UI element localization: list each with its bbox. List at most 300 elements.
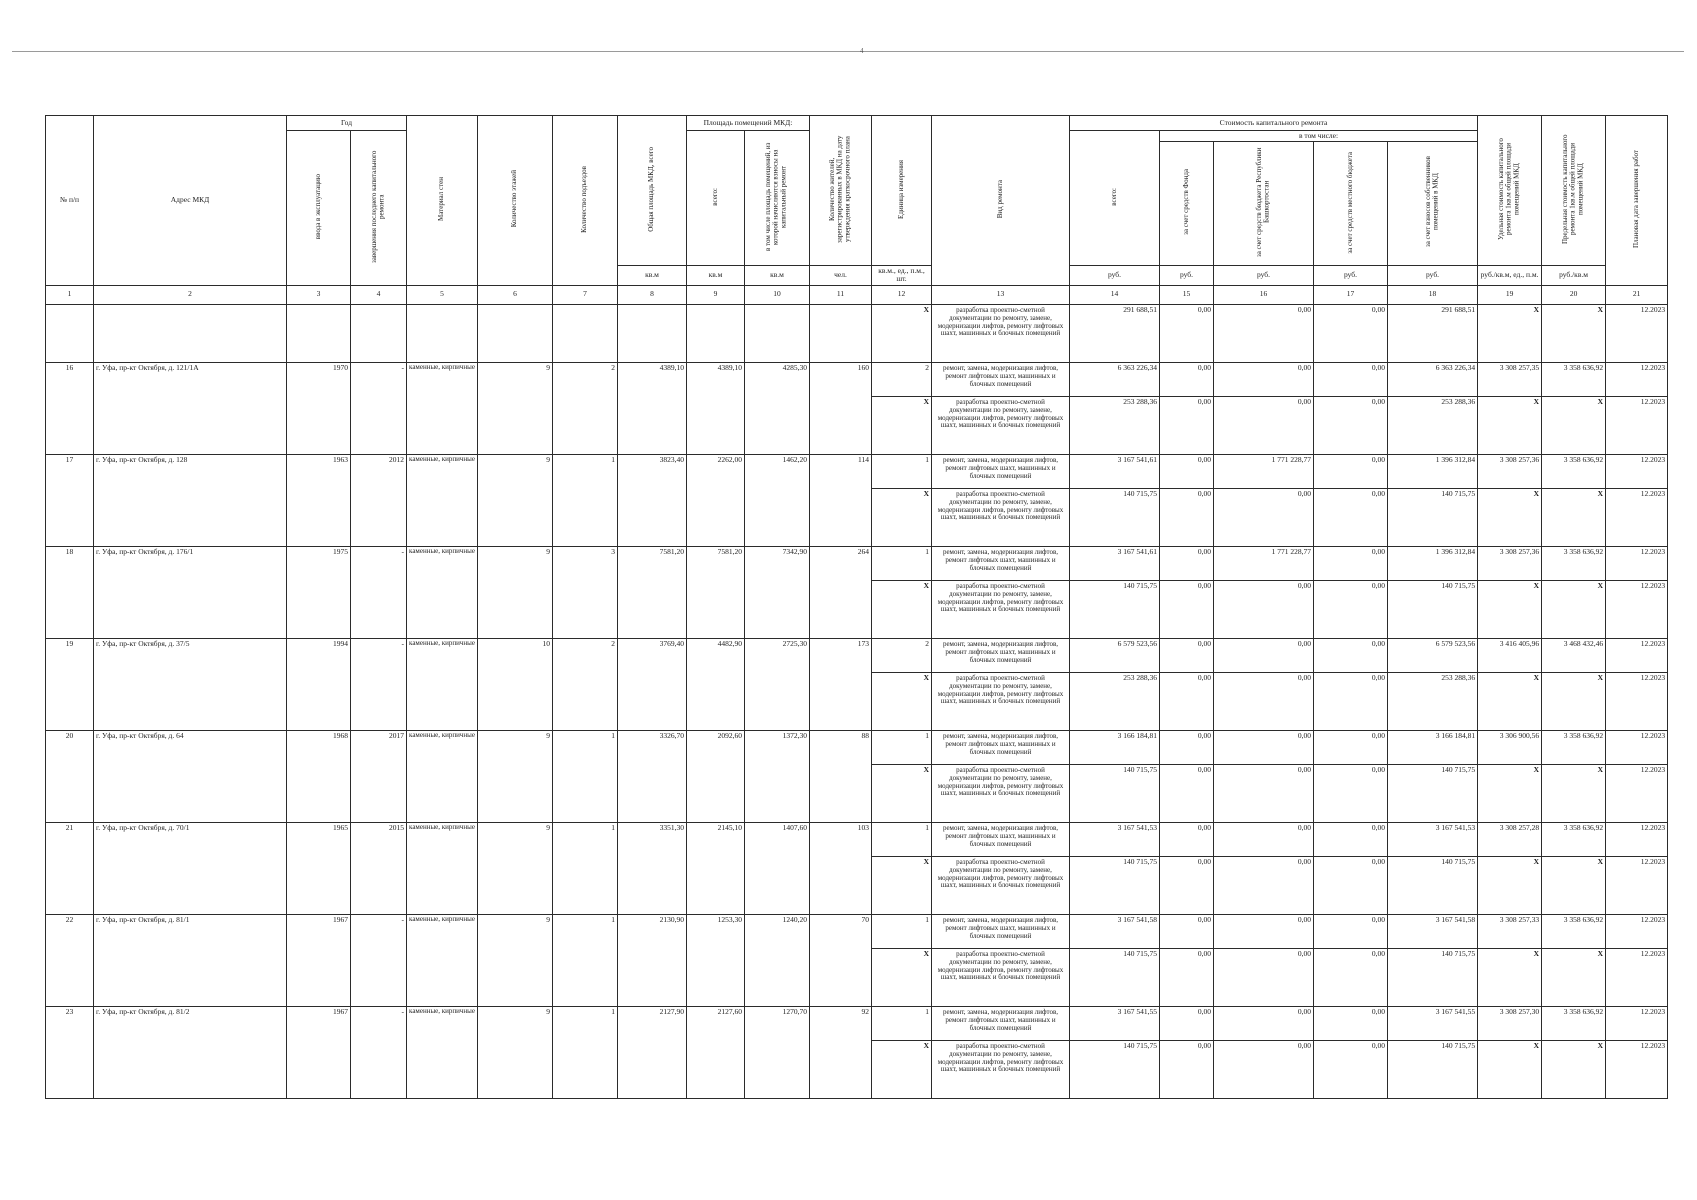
cell-cost-republic: 0,00 bbox=[1214, 1040, 1314, 1098]
header-residents: Количество жителей, зарегистрированных в МКД на дату утверждения краткосрочного плана bbox=[810, 116, 872, 266]
cell-cost-total: 6 363 226,34 bbox=[1070, 362, 1160, 396]
column-number: 11 bbox=[810, 285, 872, 304]
cell-cost-local: 0,00 bbox=[1314, 362, 1388, 396]
cell-cost-owners: 140 715,75 bbox=[1388, 580, 1478, 638]
cell-cost-owners: 140 715,75 bbox=[1388, 488, 1478, 546]
cell-year-last-repair: - bbox=[351, 914, 407, 1006]
table-row bbox=[46, 362, 1668, 396]
cell-empty bbox=[618, 304, 687, 362]
cell-repair-type: ремонт, замена, модернизация лифтов, ремонт лифтовых шахт, машинных и блочных помещений bbox=[932, 454, 1070, 488]
cell-repair-type: ремонт, замена, модернизация лифтов, ремонт лифтовых шахт, машинных и блочных помещений bbox=[932, 822, 1070, 856]
cell-cost-total: 291 688,51 bbox=[1070, 304, 1160, 362]
cell-wall-material: каменные, кирпичные bbox=[407, 730, 478, 822]
cell-unit: 1 bbox=[872, 546, 932, 580]
cell-cost-republic: 0,00 bbox=[1214, 672, 1314, 730]
cell-cost-local: 0,00 bbox=[1314, 822, 1388, 856]
cell-limit-cost: 3 358 636,92 bbox=[1542, 730, 1606, 764]
table-body bbox=[46, 304, 1668, 1098]
cell-floors: 9 bbox=[478, 454, 553, 546]
header-repair-type: Вид ремонта bbox=[932, 116, 1070, 286]
cell-specific-cost: 3 308 257,36 bbox=[1478, 546, 1542, 580]
cell-premises-total: 1253,30 bbox=[687, 914, 745, 1006]
cell-premises-residential: 1407,60 bbox=[745, 822, 810, 914]
cell-repair-type: разработка проектно-сметной документации по ремонту, замене, модернизации лифтов, ремонту лифтовых шахт, машинных и блочных помещений bbox=[932, 488, 1070, 546]
cell-wall-material: каменные, кирпичные bbox=[407, 914, 478, 1006]
cell-cost-owners: 140 715,75 bbox=[1388, 856, 1478, 914]
cell-limit-cost: 3 358 636,92 bbox=[1542, 914, 1606, 948]
column-number: 15 bbox=[1160, 285, 1214, 304]
page-number: 4 bbox=[860, 47, 864, 55]
cell-cost-owners: 6 363 226,34 bbox=[1388, 362, 1478, 396]
column-number: 21 bbox=[1606, 285, 1668, 304]
cell-entrances: 2 bbox=[553, 638, 618, 730]
cell-empty bbox=[478, 304, 553, 362]
cell-limit-cost: X bbox=[1542, 764, 1606, 822]
cell-unit: 2 bbox=[872, 362, 932, 396]
cell-cost-republic: 0,00 bbox=[1214, 730, 1314, 764]
cell-floors: 9 bbox=[478, 1006, 553, 1098]
cell-unit: 1 bbox=[872, 822, 932, 856]
cell-specific-cost: 3 308 257,36 bbox=[1478, 454, 1542, 488]
cell-address: г. Уфа, пр-кт Октября, д. 70/1 bbox=[94, 822, 287, 914]
cell-year-last-repair: - bbox=[351, 1006, 407, 1098]
cell-cost-owners: 291 688,51 bbox=[1388, 304, 1478, 362]
cell-limit-cost: X bbox=[1542, 580, 1606, 638]
cell-cost-owners: 253 288,36 bbox=[1388, 672, 1478, 730]
cell-premises-total: 4482,90 bbox=[687, 638, 745, 730]
cell-floors: 9 bbox=[478, 730, 553, 822]
cell-residents: 160 bbox=[810, 362, 872, 454]
header-year-commission: ввода в эксплуатацию bbox=[287, 131, 351, 286]
table-row bbox=[46, 546, 1668, 580]
cell-planned-date: 12.2023 bbox=[1606, 856, 1668, 914]
cell-total-area: 4389,10 bbox=[618, 362, 687, 454]
cell-unit: X bbox=[872, 856, 932, 914]
cell-year-last-repair: 2015 bbox=[351, 822, 407, 914]
cell-repair-type: ремонт, замена, модернизация лифтов, ремонт лифтовых шахт, машинных и блочных помещений bbox=[932, 730, 1070, 764]
cell-cost-fund: 0,00 bbox=[1160, 546, 1214, 580]
unit-unit: кв.м., ед., п.м., шт. bbox=[872, 265, 932, 285]
cell-planned-date: 12.2023 bbox=[1606, 488, 1668, 546]
cell-cost-total: 140 715,75 bbox=[1070, 580, 1160, 638]
cell-cost-owners: 3 167 541,53 bbox=[1388, 822, 1478, 856]
column-number: 7 bbox=[553, 285, 618, 304]
cell-unit: X bbox=[872, 672, 932, 730]
header-premises-total: всего: bbox=[687, 131, 745, 266]
cell-premises-residential: 2725,30 bbox=[745, 638, 810, 730]
cell-address: г. Уфа, пр-кт Октября, д. 81/2 bbox=[94, 1006, 287, 1098]
unit-residents: чел. bbox=[810, 265, 872, 285]
column-numbers-row bbox=[46, 285, 1668, 304]
cell-planned-date: 12.2023 bbox=[1606, 730, 1668, 764]
cell-empty bbox=[287, 304, 351, 362]
cell-unit: X bbox=[872, 396, 932, 454]
table-row bbox=[46, 730, 1668, 764]
cell-total-area: 3326,70 bbox=[618, 730, 687, 822]
column-number: 2 bbox=[94, 285, 287, 304]
cell-wall-material: каменные, кирпичные bbox=[407, 546, 478, 638]
unit-premises-residential: кв.м bbox=[745, 265, 810, 285]
cell-year-commission: 1994 bbox=[287, 638, 351, 730]
cell-year-last-repair: - bbox=[351, 362, 407, 454]
cell-year-commission: 1967 bbox=[287, 914, 351, 1006]
cell-total-area: 7581,20 bbox=[618, 546, 687, 638]
cell-cost-fund: 0,00 bbox=[1160, 914, 1214, 948]
cell-cost-total: 3 167 541,61 bbox=[1070, 454, 1160, 488]
cell-wall-material: каменные, кирпичные bbox=[407, 454, 478, 546]
cell-limit-cost: X bbox=[1542, 304, 1606, 362]
cell-cost-fund: 0,00 bbox=[1160, 822, 1214, 856]
cell-limit-cost: 3 358 636,92 bbox=[1542, 362, 1606, 396]
cell-limit-cost: 3 468 432,46 bbox=[1542, 638, 1606, 672]
cell-cost-republic: 0,00 bbox=[1214, 638, 1314, 672]
cell-entrances: 1 bbox=[553, 730, 618, 822]
unit-cost-owners: руб. bbox=[1388, 265, 1478, 285]
cell-address: г. Уфа, пр-кт Октября, д. 121/1А bbox=[94, 362, 287, 454]
cell-cost-republic: 0,00 bbox=[1214, 948, 1314, 1006]
cell-empty bbox=[351, 304, 407, 362]
column-number: 1 bbox=[46, 285, 94, 304]
cell-unit: X bbox=[872, 304, 932, 362]
cell-entrances: 3 bbox=[553, 546, 618, 638]
cell-specific-cost: X bbox=[1478, 856, 1542, 914]
cell-premises-total: 2145,10 bbox=[687, 822, 745, 914]
cell-cost-total: 3 167 541,58 bbox=[1070, 914, 1160, 948]
cell-limit-cost: X bbox=[1542, 488, 1606, 546]
cell-specific-cost: 3 416 405,96 bbox=[1478, 638, 1542, 672]
cell-floors: 9 bbox=[478, 914, 553, 1006]
cell-cost-fund: 0,00 bbox=[1160, 454, 1214, 488]
cell-repair-type: разработка проектно-сметной документации по ремонту, замене, модернизации лифтов, ремонту лифтовых шахт, машинных и блочных помещений bbox=[932, 304, 1070, 362]
continuation-row bbox=[46, 304, 1668, 362]
cell-cost-republic: 0,00 bbox=[1214, 580, 1314, 638]
cell-cost-total: 3 166 184,81 bbox=[1070, 730, 1160, 764]
header-specific-cost: Удельная стоимость капитального ремонта 1кв.м общей площади помещений МКД bbox=[1478, 116, 1542, 266]
cell-cost-republic: 0,00 bbox=[1214, 914, 1314, 948]
cell-cost-fund: 0,00 bbox=[1160, 856, 1214, 914]
column-number: 4 bbox=[351, 285, 407, 304]
cell-cost-total: 140 715,75 bbox=[1070, 948, 1160, 1006]
cell-premises-residential: 1462,20 bbox=[745, 454, 810, 546]
cell-year-last-repair: 2012 bbox=[351, 454, 407, 546]
cell-cost-republic: 1 771 228,77 bbox=[1214, 454, 1314, 488]
unit-limit-cost: руб./кв.м bbox=[1542, 265, 1606, 285]
cell-planned-date: 12.2023 bbox=[1606, 362, 1668, 396]
cell-address: г. Уфа, пр-кт Октября, д. 64 bbox=[94, 730, 287, 822]
cell-no: 16 bbox=[46, 362, 94, 454]
cell-cost-total: 3 167 541,61 bbox=[1070, 546, 1160, 580]
cell-cost-fund: 0,00 bbox=[1160, 672, 1214, 730]
header-cost-fund: за счет средств Фонда bbox=[1160, 142, 1214, 265]
cell-year-commission: 1968 bbox=[287, 730, 351, 822]
cell-premises-total: 2092,60 bbox=[687, 730, 745, 822]
unit-premises-total: кв.м bbox=[687, 265, 745, 285]
cell-cost-fund: 0,00 bbox=[1160, 488, 1214, 546]
cell-repair-type: ремонт, замена, модернизация лифтов, ремонт лифтовых шахт, машинных и блочных помещений bbox=[932, 914, 1070, 948]
cell-wall-material: каменные, кирпичные bbox=[407, 1006, 478, 1098]
cell-premises-residential: 1240,20 bbox=[745, 914, 810, 1006]
cell-no: 22 bbox=[46, 914, 94, 1006]
cell-specific-cost: X bbox=[1478, 580, 1542, 638]
column-number: 20 bbox=[1542, 285, 1606, 304]
header-year-last-repair: завершения последнего капитального ремонта bbox=[351, 131, 407, 286]
cell-entrances: 1 bbox=[553, 454, 618, 546]
cell-wall-material: каменные, кирпичные bbox=[407, 638, 478, 730]
header-cost: Стоимость капитального ремонта bbox=[1070, 116, 1478, 131]
cell-limit-cost: 3 358 636,92 bbox=[1542, 546, 1606, 580]
cell-specific-cost: 3 308 257,35 bbox=[1478, 362, 1542, 396]
cell-premises-total: 2262,00 bbox=[687, 454, 745, 546]
cell-specific-cost: X bbox=[1478, 488, 1542, 546]
cell-entrances: 1 bbox=[553, 1006, 618, 1098]
cell-empty bbox=[687, 304, 745, 362]
cell-residents: 264 bbox=[810, 546, 872, 638]
cell-planned-date: 12.2023 bbox=[1606, 672, 1668, 730]
cell-repair-type: разработка проектно-сметной документации по ремонту, замене, модернизации лифтов, ремонту лифтовых шахт, машинных и блочных помещений bbox=[932, 396, 1070, 454]
cell-total-area: 2127,90 bbox=[618, 1006, 687, 1098]
cell-cost-republic: 0,00 bbox=[1214, 856, 1314, 914]
table-header bbox=[46, 116, 1668, 305]
cell-cost-local: 0,00 bbox=[1314, 488, 1388, 546]
column-number: 12 bbox=[872, 285, 932, 304]
column-number: 5 bbox=[407, 285, 478, 304]
cell-cost-total: 3 167 541,55 bbox=[1070, 1006, 1160, 1040]
cell-planned-date: 12.2023 bbox=[1606, 546, 1668, 580]
cell-cost-owners: 3 167 541,55 bbox=[1388, 1006, 1478, 1040]
cell-planned-date: 12.2023 bbox=[1606, 822, 1668, 856]
cell-cost-total: 140 715,75 bbox=[1070, 856, 1160, 914]
column-number: 13 bbox=[932, 285, 1070, 304]
cell-limit-cost: 3 358 636,92 bbox=[1542, 1006, 1606, 1040]
cell-specific-cost: X bbox=[1478, 396, 1542, 454]
cell-cost-owners: 140 715,75 bbox=[1388, 764, 1478, 822]
column-number: 8 bbox=[618, 285, 687, 304]
cell-no: 17 bbox=[46, 454, 94, 546]
header-entrances: Количество подъездов bbox=[553, 116, 618, 286]
column-number: 6 bbox=[478, 285, 553, 304]
cell-year-last-repair: 2017 bbox=[351, 730, 407, 822]
cell-cost-fund: 0,00 bbox=[1160, 948, 1214, 1006]
cell-address: г. Уфа, пр-кт Октября, д. 176/1 bbox=[94, 546, 287, 638]
cell-planned-date: 12.2023 bbox=[1606, 396, 1668, 454]
cell-cost-republic: 0,00 bbox=[1214, 304, 1314, 362]
column-number: 14 bbox=[1070, 285, 1160, 304]
cell-total-area: 3351,30 bbox=[618, 822, 687, 914]
unit-cost-total: руб. bbox=[1070, 265, 1160, 285]
cell-cost-republic: 0,00 bbox=[1214, 488, 1314, 546]
cell-limit-cost: 3 358 636,92 bbox=[1542, 822, 1606, 856]
cell-empty bbox=[94, 304, 287, 362]
header-cost-local: за счет средств местного бюджета bbox=[1314, 142, 1388, 265]
cell-address: г. Уфа, пр-кт Октября, д. 81/1 bbox=[94, 914, 287, 1006]
cell-repair-type: разработка проектно-сметной документации по ремонту, замене, модернизации лифтов, ремонту лифтовых шахт, машинных и блочных помещений bbox=[932, 856, 1070, 914]
header-including: в том числе: bbox=[1160, 131, 1478, 142]
cell-unit: 2 bbox=[872, 638, 932, 672]
cell-cost-owners: 3 166 184,81 bbox=[1388, 730, 1478, 764]
cell-wall-material: каменные, кирпичные bbox=[407, 822, 478, 914]
cell-cost-owners: 140 715,75 bbox=[1388, 948, 1478, 1006]
cell-unit: X bbox=[872, 1040, 932, 1098]
cell-cost-republic: 0,00 bbox=[1214, 822, 1314, 856]
repair-plan-sheet bbox=[45, 115, 1668, 1099]
cell-planned-date: 12.2023 bbox=[1606, 1006, 1668, 1040]
column-number: 10 bbox=[745, 285, 810, 304]
cell-year-commission: 1975 bbox=[287, 546, 351, 638]
cell-empty bbox=[745, 304, 810, 362]
cell-cost-owners: 3 167 541,58 bbox=[1388, 914, 1478, 948]
cell-repair-type: ремонт, замена, модернизация лифтов, ремонт лифтовых шахт, машинных и блочных помещений bbox=[932, 546, 1070, 580]
cell-cost-fund: 0,00 bbox=[1160, 1040, 1214, 1098]
cell-cost-local: 0,00 bbox=[1314, 948, 1388, 1006]
column-number: 17 bbox=[1314, 285, 1388, 304]
cell-cost-republic: 0,00 bbox=[1214, 764, 1314, 822]
cell-specific-cost: 3 308 257,33 bbox=[1478, 914, 1542, 948]
cell-unit: X bbox=[872, 488, 932, 546]
cell-premises-total: 2127,60 bbox=[687, 1006, 745, 1098]
cell-cost-total: 6 579 523,56 bbox=[1070, 638, 1160, 672]
header-limit-cost: Предельная стоимость капитального ремонта 1кв.м общей площади помещений МКД bbox=[1542, 116, 1606, 266]
cell-entrances: 2 bbox=[553, 362, 618, 454]
cell-address: г. Уфа, пр-кт Октября, д. 128 bbox=[94, 454, 287, 546]
cell-planned-date: 12.2023 bbox=[1606, 638, 1668, 672]
cell-premises-total: 7581,20 bbox=[687, 546, 745, 638]
cell-entrances: 1 bbox=[553, 914, 618, 1006]
cell-residents: 70 bbox=[810, 914, 872, 1006]
cell-cost-local: 0,00 bbox=[1314, 396, 1388, 454]
table-row bbox=[46, 638, 1668, 672]
cell-cost-local: 0,00 bbox=[1314, 304, 1388, 362]
table-row bbox=[46, 454, 1668, 488]
cell-premises-residential: 1372,30 bbox=[745, 730, 810, 822]
cell-limit-cost: 3 358 636,92 bbox=[1542, 454, 1606, 488]
cell-cost-fund: 0,00 bbox=[1160, 362, 1214, 396]
cell-specific-cost: 3 308 257,28 bbox=[1478, 822, 1542, 856]
cell-specific-cost: 3 308 257,30 bbox=[1478, 1006, 1542, 1040]
cell-unit: X bbox=[872, 764, 932, 822]
header-no: № п/п bbox=[46, 116, 94, 286]
cell-planned-date: 12.2023 bbox=[1606, 580, 1668, 638]
cell-year-commission: 1963 bbox=[287, 454, 351, 546]
cell-repair-type: разработка проектно-сметной документации по ремонту, замене, модернизации лифтов, ремонту лифтовых шахт, машинных и блочных помещений bbox=[932, 1040, 1070, 1098]
cell-address: г. Уфа, пр-кт Октября, д. 37/5 bbox=[94, 638, 287, 730]
cell-cost-fund: 0,00 bbox=[1160, 764, 1214, 822]
unit-total-area: кв.м bbox=[618, 265, 687, 285]
cell-cost-fund: 0,00 bbox=[1160, 638, 1214, 672]
header-address: Адрес МКД bbox=[94, 116, 287, 286]
cell-planned-date: 12.2023 bbox=[1606, 454, 1668, 488]
cell-unit: 1 bbox=[872, 730, 932, 764]
unit-cost-local: руб. bbox=[1314, 265, 1388, 285]
cell-empty bbox=[810, 304, 872, 362]
cell-floors: 9 bbox=[478, 822, 553, 914]
header-unit: Единица измерения bbox=[872, 116, 932, 266]
cell-specific-cost: X bbox=[1478, 1040, 1542, 1098]
header-cost-total: всего: bbox=[1070, 131, 1160, 266]
column-number: 9 bbox=[687, 285, 745, 304]
cell-planned-date: 12.2023 bbox=[1606, 304, 1668, 362]
header-premises-residential: в том числе площадь помещений, из которой начисляются взносы на капитальный ремонт bbox=[745, 131, 810, 266]
cell-specific-cost: 3 306 900,56 bbox=[1478, 730, 1542, 764]
cell-entrances: 1 bbox=[553, 822, 618, 914]
table-row bbox=[46, 1006, 1668, 1040]
cell-cost-local: 0,00 bbox=[1314, 1006, 1388, 1040]
repair-plan-table bbox=[45, 115, 1668, 1099]
unit-cost-fund: руб. bbox=[1160, 265, 1214, 285]
cell-premises-residential: 4285,30 bbox=[745, 362, 810, 454]
cell-repair-type: разработка проектно-сметной документации по ремонту, замене, модернизации лифтов, ремонту лифтовых шахт, машинных и блочных помещений bbox=[932, 580, 1070, 638]
cell-cost-fund: 0,00 bbox=[1160, 730, 1214, 764]
header-cost-owners: за счет взносов собственников помещений в МКД bbox=[1388, 142, 1478, 265]
cell-empty bbox=[553, 304, 618, 362]
cell-cost-owners: 253 288,36 bbox=[1388, 396, 1478, 454]
cell-cost-local: 0,00 bbox=[1314, 1040, 1388, 1098]
header-total-area: Общая площадь МКД, всего bbox=[618, 116, 687, 266]
cell-cost-total: 140 715,75 bbox=[1070, 764, 1160, 822]
cell-cost-local: 0,00 bbox=[1314, 672, 1388, 730]
cell-no: 23 bbox=[46, 1006, 94, 1098]
cell-floors: 9 bbox=[478, 362, 553, 454]
cell-no: 18 bbox=[46, 546, 94, 638]
cell-year-commission: 1965 bbox=[287, 822, 351, 914]
column-number: 19 bbox=[1478, 285, 1542, 304]
cell-limit-cost: X bbox=[1542, 1040, 1606, 1098]
cell-repair-type: ремонт, замена, модернизация лифтов, ремонт лифтовых шахт, машинных и блочных помещений bbox=[932, 1006, 1070, 1040]
unit-specific-cost: руб./кв.м, ед., п.м. bbox=[1478, 265, 1542, 285]
cell-cost-total: 140 715,75 bbox=[1070, 1040, 1160, 1098]
cell-cost-local: 0,00 bbox=[1314, 638, 1388, 672]
cell-year-commission: 1970 bbox=[287, 362, 351, 454]
cell-residents: 114 bbox=[810, 454, 872, 546]
cell-specific-cost: X bbox=[1478, 672, 1542, 730]
cell-cost-total: 253 288,36 bbox=[1070, 396, 1160, 454]
cell-unit: 1 bbox=[872, 914, 932, 948]
cell-residents: 92 bbox=[810, 1006, 872, 1098]
cell-planned-date: 12.2023 bbox=[1606, 914, 1668, 948]
cell-repair-type: ремонт, замена, модернизация лифтов, ремонт лифтовых шахт, машинных и блочных помещений bbox=[932, 638, 1070, 672]
cell-year-commission: 1967 bbox=[287, 1006, 351, 1098]
cell-cost-total: 253 288,36 bbox=[1070, 672, 1160, 730]
cell-residents: 103 bbox=[810, 822, 872, 914]
cell-floors: 10 bbox=[478, 638, 553, 730]
header-premises-area: Площадь помещений МКД: bbox=[687, 116, 810, 131]
cell-cost-republic: 0,00 bbox=[1214, 1006, 1314, 1040]
cell-cost-local: 0,00 bbox=[1314, 454, 1388, 488]
cell-cost-republic: 0,00 bbox=[1214, 362, 1314, 396]
cell-cost-fund: 0,00 bbox=[1160, 580, 1214, 638]
cell-repair-type: ремонт, замена, модернизация лифтов, ремонт лифтовых шахт, машинных и блочных помещений bbox=[932, 362, 1070, 396]
cell-residents: 173 bbox=[810, 638, 872, 730]
cell-premises-total: 4389,10 bbox=[687, 362, 745, 454]
header-cost-republic: за счет средств бюджета Республики Башкортостан bbox=[1214, 142, 1314, 265]
cell-repair-type: разработка проектно-сметной документации по ремонту, замене, модернизации лифтов, ремонту лифтовых шахт, машинных и блочных помещений bbox=[932, 672, 1070, 730]
cell-cost-local: 0,00 bbox=[1314, 580, 1388, 638]
cell-cost-fund: 0,00 bbox=[1160, 396, 1214, 454]
cell-year-last-repair: - bbox=[351, 638, 407, 730]
cell-wall-material: каменные, кирпичные bbox=[407, 362, 478, 454]
cell-cost-owners: 140 715,75 bbox=[1388, 1040, 1478, 1098]
cell-cost-owners: 1 396 312,84 bbox=[1388, 454, 1478, 488]
header-floors: Количество этажей bbox=[478, 116, 553, 286]
cell-limit-cost: X bbox=[1542, 672, 1606, 730]
column-number: 3 bbox=[287, 285, 351, 304]
cell-cost-local: 0,00 bbox=[1314, 764, 1388, 822]
cell-planned-date: 12.2023 bbox=[1606, 1040, 1668, 1098]
cell-planned-date: 12.2023 bbox=[1606, 764, 1668, 822]
cell-cost-fund: 0,00 bbox=[1160, 1006, 1214, 1040]
column-number: 16 bbox=[1214, 285, 1314, 304]
cell-limit-cost: X bbox=[1542, 396, 1606, 454]
cell-cost-fund: 0,00 bbox=[1160, 304, 1214, 362]
